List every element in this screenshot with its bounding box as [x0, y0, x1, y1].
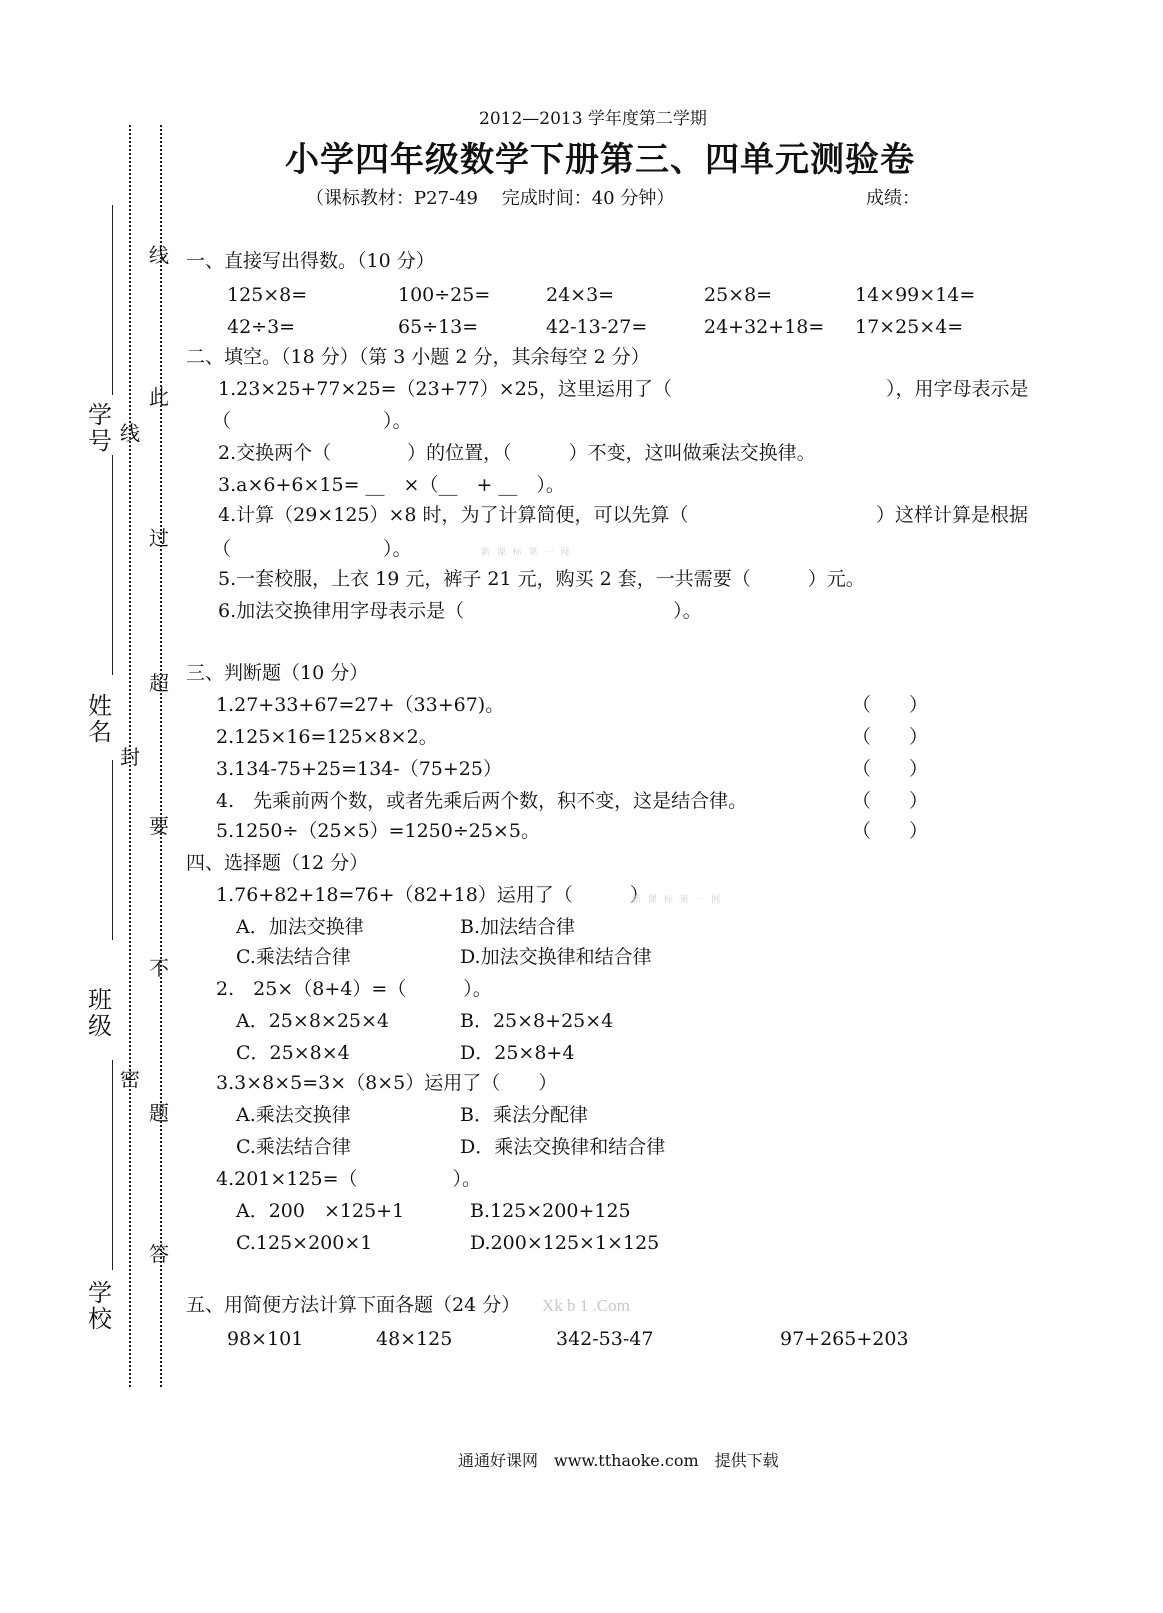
choice-q2: 2. 25×（8+4）=（ ）。: [216, 978, 492, 1000]
choice-q1: 1.76+82+18=76+（82+18）运用了（ ）: [216, 884, 649, 906]
seal-char: 不: [149, 956, 169, 980]
calc-item: 100÷25=: [398, 284, 491, 306]
term-line: 2012—2013 学年度第二学期: [479, 109, 707, 129]
seal-char: 超: [149, 671, 169, 695]
simplify-item: 98×101: [227, 1328, 304, 1350]
name-blank-lower: [112, 760, 113, 940]
name-blank: [112, 455, 113, 675]
choice-option: C.125×200×1: [236, 1232, 373, 1254]
footer-text: 通通好课网 www.tthaoke.com 提供下载: [458, 1451, 779, 1470]
answer-bracket: （ ）: [852, 694, 929, 716]
seal-char: 要: [149, 814, 169, 838]
section4-heading: 四、选择题（12 分）: [186, 852, 369, 874]
class-blank: [112, 1060, 113, 1270]
calc-item: 65÷13=: [398, 316, 479, 338]
choice-option: D．25×8+4: [460, 1042, 575, 1064]
choice-option: A.乘法交换律: [236, 1104, 351, 1126]
fill-q1-blank: （ ）。: [212, 410, 412, 432]
choice-option: A．加法交换律: [236, 916, 364, 938]
fill-q1: 1.23×25+77×25=（23+77）×25，这里运用了（: [218, 378, 672, 400]
choice-option: D．乘法交换律和结合律: [460, 1136, 666, 1158]
judge-item: 1.27+33+67=27+（33+67)。: [216, 694, 505, 716]
simplify-item: 342-53-47: [556, 1328, 654, 1350]
calc-item: 24×3=: [546, 284, 615, 306]
seal-char: 答: [149, 1242, 169, 1266]
section3-heading: 三、判断题（10 分）: [186, 662, 369, 684]
simplify-item: 48×125: [376, 1328, 453, 1350]
label-name: 姓名: [88, 692, 112, 746]
subtitle: （课标教材：P27-49 完成时间：40 分钟）: [306, 188, 675, 209]
section1-heading: 一、直接写出得数。（10 分）: [186, 250, 435, 272]
calc-item: 42-13-27=: [546, 316, 648, 338]
choice-option: A．25×8×25×4: [236, 1010, 390, 1032]
fill-q2: 2.交换两个（ ）的位置，（ ）不变，这叫做乘法交换律。: [218, 442, 816, 464]
watermark: 新 课 标 第 一 网: [632, 895, 723, 905]
judge-item: 5.1250÷（25×5）=1250÷25×5。: [216, 820, 540, 842]
calc-item: 14×99×14=: [855, 284, 976, 306]
watermark: Xk b 1 .Com: [542, 1296, 630, 1315]
choice-option: D.200×125×1×125: [470, 1232, 660, 1254]
seal-char: 过: [149, 526, 169, 550]
calc-item: 17×25×4=: [855, 316, 964, 338]
page-title: 小学四年级数学下册第三、四单元测验卷: [285, 140, 915, 180]
section2-heading: 二、填空。（18 分）（第 3 小题 2 分，其余每空 2 分）: [186, 346, 650, 368]
fill-q1-tail: ），用字母表示是: [886, 378, 1029, 400]
fill-q6: 6.加法交换律用字母表示是（ ）。: [218, 600, 702, 622]
calc-item: 42÷3=: [227, 316, 296, 338]
fill-q3: 3.a×6+6×15= __ ×（__ + __ ）。: [218, 474, 565, 496]
seal-char: 题: [149, 1101, 169, 1125]
judge-item: 2.125×16=125×8×2。: [216, 726, 438, 748]
calc-item: 24+32+18=: [704, 316, 825, 338]
label-class: 班级: [88, 986, 112, 1040]
calc-item: 25×8=: [704, 284, 773, 306]
choice-option: C.乘法结合律: [236, 946, 351, 968]
label-student-number: 学号: [88, 401, 112, 455]
choice-option: B．25×8+25×4: [460, 1010, 614, 1032]
simplify-item: 97+265+203: [780, 1328, 909, 1350]
inner-dotted-line: [160, 125, 162, 1387]
section5-heading: 五、用简便方法计算下面各题（24 分）: [186, 1294, 521, 1316]
answer-bracket: （ ）: [852, 726, 929, 748]
judge-item: 4. 先乘前两个数，或者先乘后两个数，积不变，这是结合律。: [216, 790, 748, 812]
seal-char: 线: [120, 421, 140, 445]
choice-option: C．25×8×4: [236, 1042, 350, 1064]
fill-q5: 5.一套校服，上衣 19 元，裤子 21 元，购买 2 套，一共需要（ ）元。: [218, 568, 865, 590]
fill-q4-blank: （ ）。: [212, 538, 412, 560]
choice-q3: 3.3×8×5=3×（8×5）运用了（ ）: [216, 1072, 558, 1094]
choice-option: A．200 ×125+1: [236, 1200, 405, 1222]
seal-char: 密: [120, 1067, 140, 1091]
watermark: 新 课 标 第 一 网: [481, 548, 572, 558]
answer-bracket: （ ）: [852, 790, 929, 812]
answer-bracket: （ ）: [852, 758, 929, 780]
seal-char: 封: [120, 745, 140, 769]
choice-option: C.乘法结合律: [236, 1136, 351, 1158]
choice-option: D.加法交换律和结合律: [460, 946, 652, 968]
answer-bracket: （ ）: [852, 820, 929, 842]
label-school: 学校: [88, 1279, 112, 1333]
fill-q4-tail: ）这样计算是根据: [876, 504, 1029, 526]
calc-item: 125×8=: [227, 284, 308, 306]
score-label: 成绩：: [866, 188, 920, 209]
choice-option: B.加法结合律: [460, 916, 576, 938]
choice-q4: 4.201×125=（ ）。: [216, 1168, 481, 1190]
seal-char: 此: [149, 385, 169, 409]
choice-option: B.125×200+125: [470, 1200, 631, 1222]
judge-item: 3.134-75+25=134-（75+25）: [216, 758, 502, 780]
fill-q4: 4.计算（29×125）×8 时，为了计算简便，可以先算（: [218, 504, 689, 526]
seal-char: 线: [149, 243, 169, 267]
choice-option: B．乘法分配律: [460, 1104, 588, 1126]
student-number-blank: [112, 205, 113, 395]
